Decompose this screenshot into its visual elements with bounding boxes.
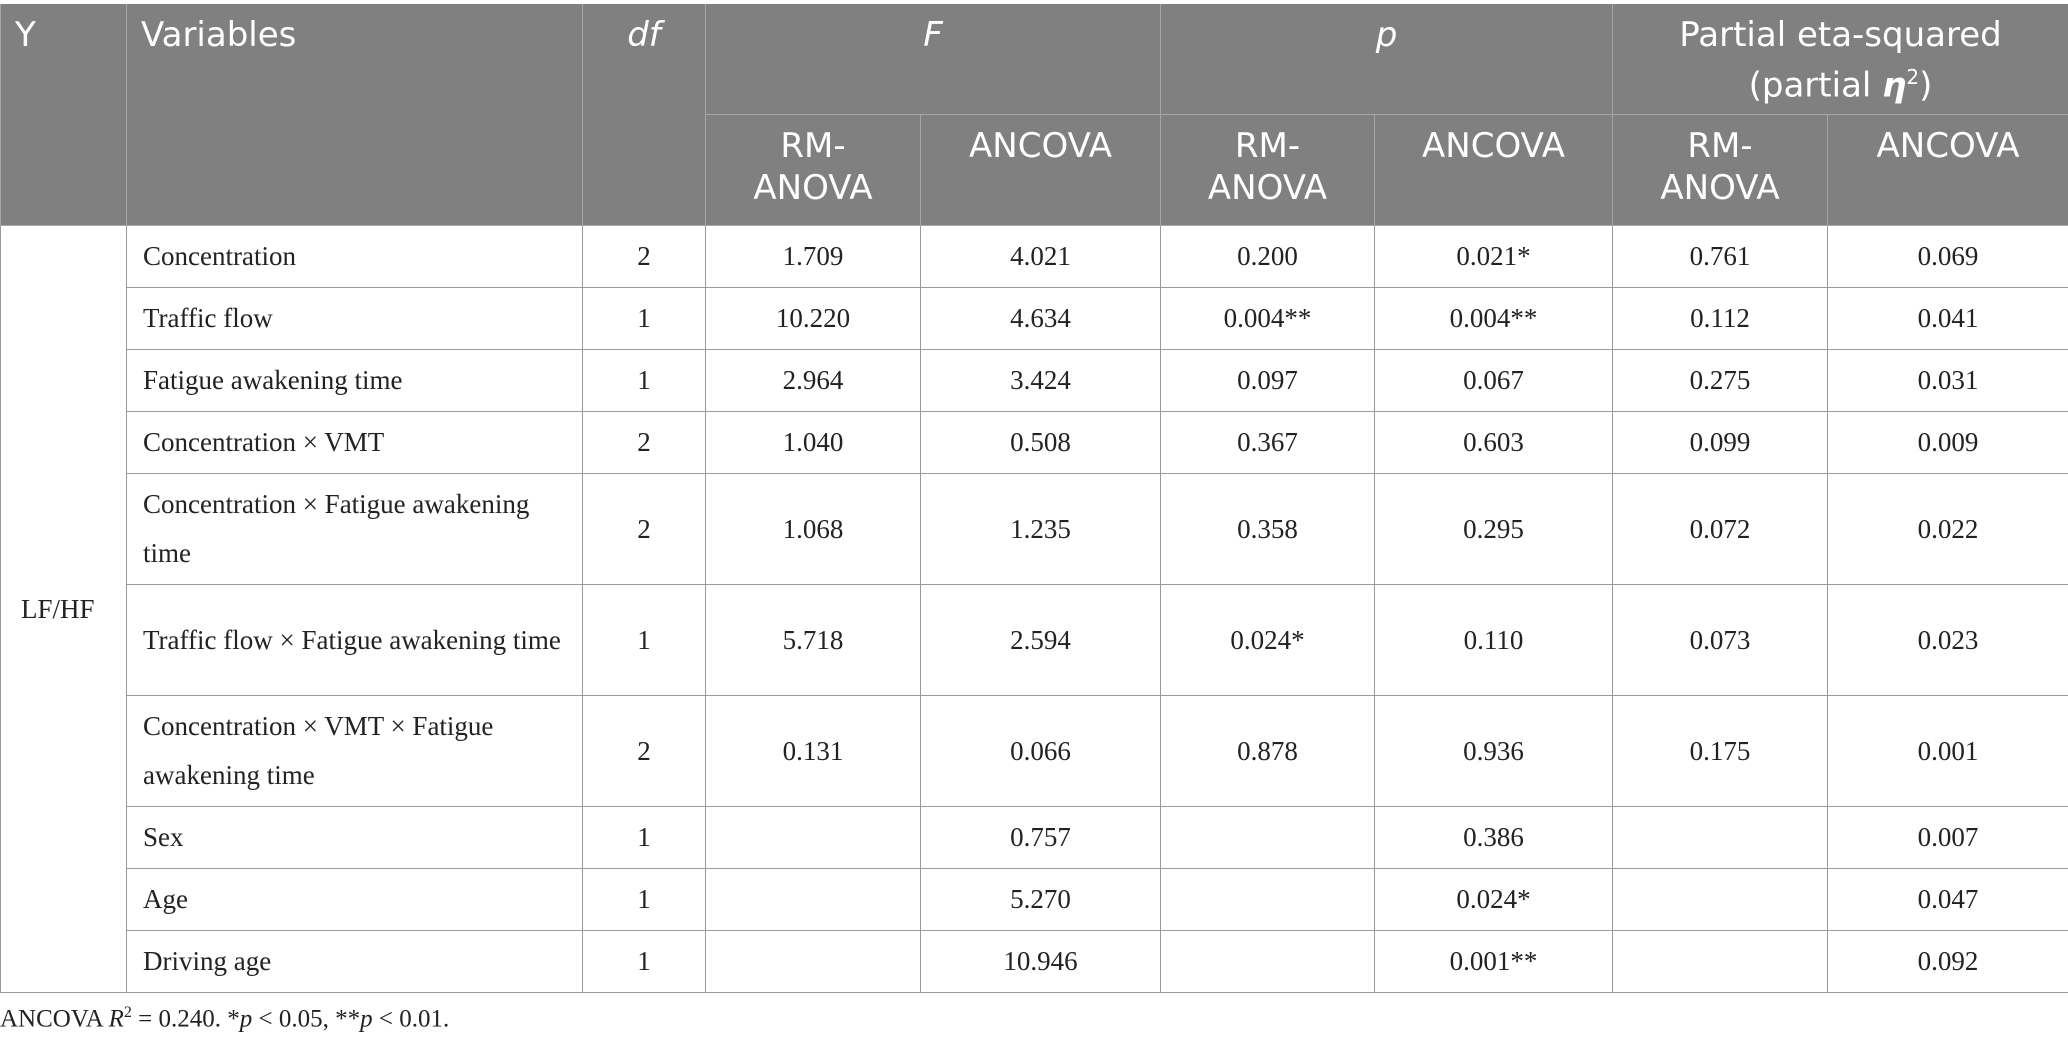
value-cell-e-an: 0.047 <box>1828 869 2068 931</box>
value-cell-df: 1 <box>583 807 706 869</box>
value-cell-f-rm: 5.718 <box>706 585 921 696</box>
footnote-p1: p <box>239 1005 253 1033</box>
subheader-rm-anova: RM- ANOVA <box>1161 115 1375 226</box>
variable-cell: Concentration × VMT × Fatigue awakening time <box>127 696 583 807</box>
table-row <box>1 288 2068 350</box>
variable-cell: Traffic flow × Fatigue awakening time <box>127 585 583 696</box>
header-eta-line1: Partial eta-squared <box>1679 15 2002 55</box>
y-group-label: LF/HF <box>1 226 127 993</box>
value-cell-f-an: 4.021 <box>921 226 1161 288</box>
value-cell-df: 1 <box>583 931 706 993</box>
header-eta-prefix: (partial <box>1748 65 1883 106</box>
table-row <box>1 226 2068 288</box>
value-cell-e-an: 0.069 <box>1828 226 2068 288</box>
value-cell-e-an: 0.023 <box>1828 585 2068 696</box>
value-cell-f-an: 5.270 <box>921 869 1161 931</box>
eta-symbol: η <box>1882 65 1907 106</box>
subheader-rm-anova: RM- ANOVA <box>706 115 921 226</box>
value-cell-df: 2 <box>583 474 706 585</box>
value-cell-f-an: 1.235 <box>921 474 1161 585</box>
value-cell-e-an: 0.007 <box>1828 807 2068 869</box>
value-cell-f-rm: 1.068 <box>706 474 921 585</box>
value-cell-e-an: 0.031 <box>1828 350 2068 412</box>
variable-cell: Fatigue awakening time <box>127 350 583 412</box>
value-cell-f-an: 3.424 <box>921 350 1161 412</box>
value-cell-p-rm: 0.878 <box>1161 696 1375 807</box>
variable-cell: Concentration × Fatigue awakening time <box>127 474 583 585</box>
value-cell-df: 2 <box>583 412 706 474</box>
value-cell-e-rm: 0.112 <box>1613 288 1828 350</box>
header-partial-eta <box>1613 4 2068 115</box>
value-cell-f-rm <box>706 931 921 993</box>
table-row <box>1 474 2068 585</box>
header-y: Y <box>1 4 127 226</box>
value-cell-p-an: 0.603 <box>1375 412 1613 474</box>
value-cell-f-rm: 0.131 <box>706 696 921 807</box>
value-cell-f-rm: 10.220 <box>706 288 921 350</box>
value-cell-e-an: 0.041 <box>1828 288 2068 350</box>
value-cell-f-rm <box>706 807 921 869</box>
table-footnote <box>0 1004 449 1033</box>
header-df: df <box>583 4 706 226</box>
header-f: F <box>706 4 1161 115</box>
footnote-text-d: < 0.01. <box>372 1005 450 1033</box>
value-cell-f-rm: 2.964 <box>706 350 921 412</box>
variable-cell: Concentration <box>127 226 583 288</box>
value-cell-f-an: 4.634 <box>921 288 1161 350</box>
value-cell-df: 2 <box>583 226 706 288</box>
value-cell-p-rm: 0.200 <box>1161 226 1375 288</box>
value-cell-p-rm: 0.097 <box>1161 350 1375 412</box>
table-row <box>1 585 2068 696</box>
table-row <box>1 869 2068 931</box>
table-row <box>1 412 2068 474</box>
value-cell-f-rm <box>706 869 921 931</box>
value-cell-p-rm: 0.358 <box>1161 474 1375 585</box>
value-cell-p-rm: 0.024* <box>1161 585 1375 696</box>
variable-cell: Driving age <box>127 931 583 993</box>
table-row <box>1 696 2068 807</box>
value-cell-f-an: 0.066 <box>921 696 1161 807</box>
results-table <box>0 4 2068 993</box>
value-cell-df: 1 <box>583 350 706 412</box>
footnote-text-a: ANCOVA <box>0 1005 109 1033</box>
value-cell-df: 1 <box>583 869 706 931</box>
value-cell-f-rm: 1.040 <box>706 412 921 474</box>
header-p: p <box>1161 4 1613 115</box>
value-cell-e-rm: 0.175 <box>1613 696 1828 807</box>
value-cell-f-an: 0.508 <box>921 412 1161 474</box>
value-cell-e-rm: 0.761 <box>1613 226 1828 288</box>
value-cell-e-rm: 0.099 <box>1613 412 1828 474</box>
table-row <box>1 931 2068 993</box>
value-cell-e-rm <box>1613 807 1828 869</box>
value-cell-e-an: 0.009 <box>1828 412 2068 474</box>
value-cell-e-an: 0.092 <box>1828 931 2068 993</box>
value-cell-e-rm: 0.275 <box>1613 350 1828 412</box>
value-cell-f-an: 2.594 <box>921 585 1161 696</box>
value-cell-p-an: 0.110 <box>1375 585 1613 696</box>
value-cell-e-an: 0.022 <box>1828 474 2068 585</box>
variable-cell: Sex <box>127 807 583 869</box>
value-cell-df: 1 <box>583 585 706 696</box>
value-cell-e-rm <box>1613 931 1828 993</box>
value-cell-f-rm: 1.709 <box>706 226 921 288</box>
value-cell-e-rm: 0.073 <box>1613 585 1828 696</box>
value-cell-p-an: 0.024* <box>1375 869 1613 931</box>
table-row <box>1 350 2068 412</box>
footnote-r-sup: 2 <box>123 1004 132 1021</box>
value-cell-f-an: 0.757 <box>921 807 1161 869</box>
value-cell-p-an: 0.004** <box>1375 288 1613 350</box>
eta-superscript: 2 <box>1906 65 1920 89</box>
footnote-text-c: < 0.05, ** <box>252 1005 361 1033</box>
value-cell-p-an: 0.936 <box>1375 696 1613 807</box>
value-cell-e-rm <box>1613 869 1828 931</box>
value-cell-p-an: 0.386 <box>1375 807 1613 869</box>
subheader-ancova: ANCOVA <box>1828 115 2068 226</box>
value-cell-p-an: 0.067 <box>1375 350 1613 412</box>
footnote-text-b: = 0.240. * <box>131 1005 240 1033</box>
value-cell-p-an: 0.021* <box>1375 226 1613 288</box>
variable-cell: Traffic flow <box>127 288 583 350</box>
header-eta-suffix: ) <box>1919 65 1933 106</box>
value-cell-p-rm: 0.004** <box>1161 288 1375 350</box>
value-cell-f-an: 10.946 <box>921 931 1161 993</box>
table-row <box>1 807 2068 869</box>
value-cell-p-rm <box>1161 807 1375 869</box>
value-cell-p-rm <box>1161 931 1375 993</box>
footnote-r: R <box>108 1005 124 1033</box>
footnote-p2: p <box>360 1005 373 1033</box>
value-cell-e-an: 0.001 <box>1828 696 2068 807</box>
subheader-ancova: ANCOVA <box>1375 115 1613 226</box>
value-cell-df: 2 <box>583 696 706 807</box>
variable-cell: Age <box>127 869 583 931</box>
header-variables: Variables <box>127 4 583 226</box>
value-cell-df: 1 <box>583 288 706 350</box>
value-cell-p-an: 0.001** <box>1375 931 1613 993</box>
subheader-rm-anova: RM- ANOVA <box>1613 115 1828 226</box>
value-cell-e-rm: 0.072 <box>1613 474 1828 585</box>
value-cell-p-rm: 0.367 <box>1161 412 1375 474</box>
value-cell-p-rm <box>1161 869 1375 931</box>
value-cell-p-an: 0.295 <box>1375 474 1613 585</box>
subheader-ancova: ANCOVA <box>921 115 1161 226</box>
variable-cell: Concentration × VMT <box>127 412 583 474</box>
